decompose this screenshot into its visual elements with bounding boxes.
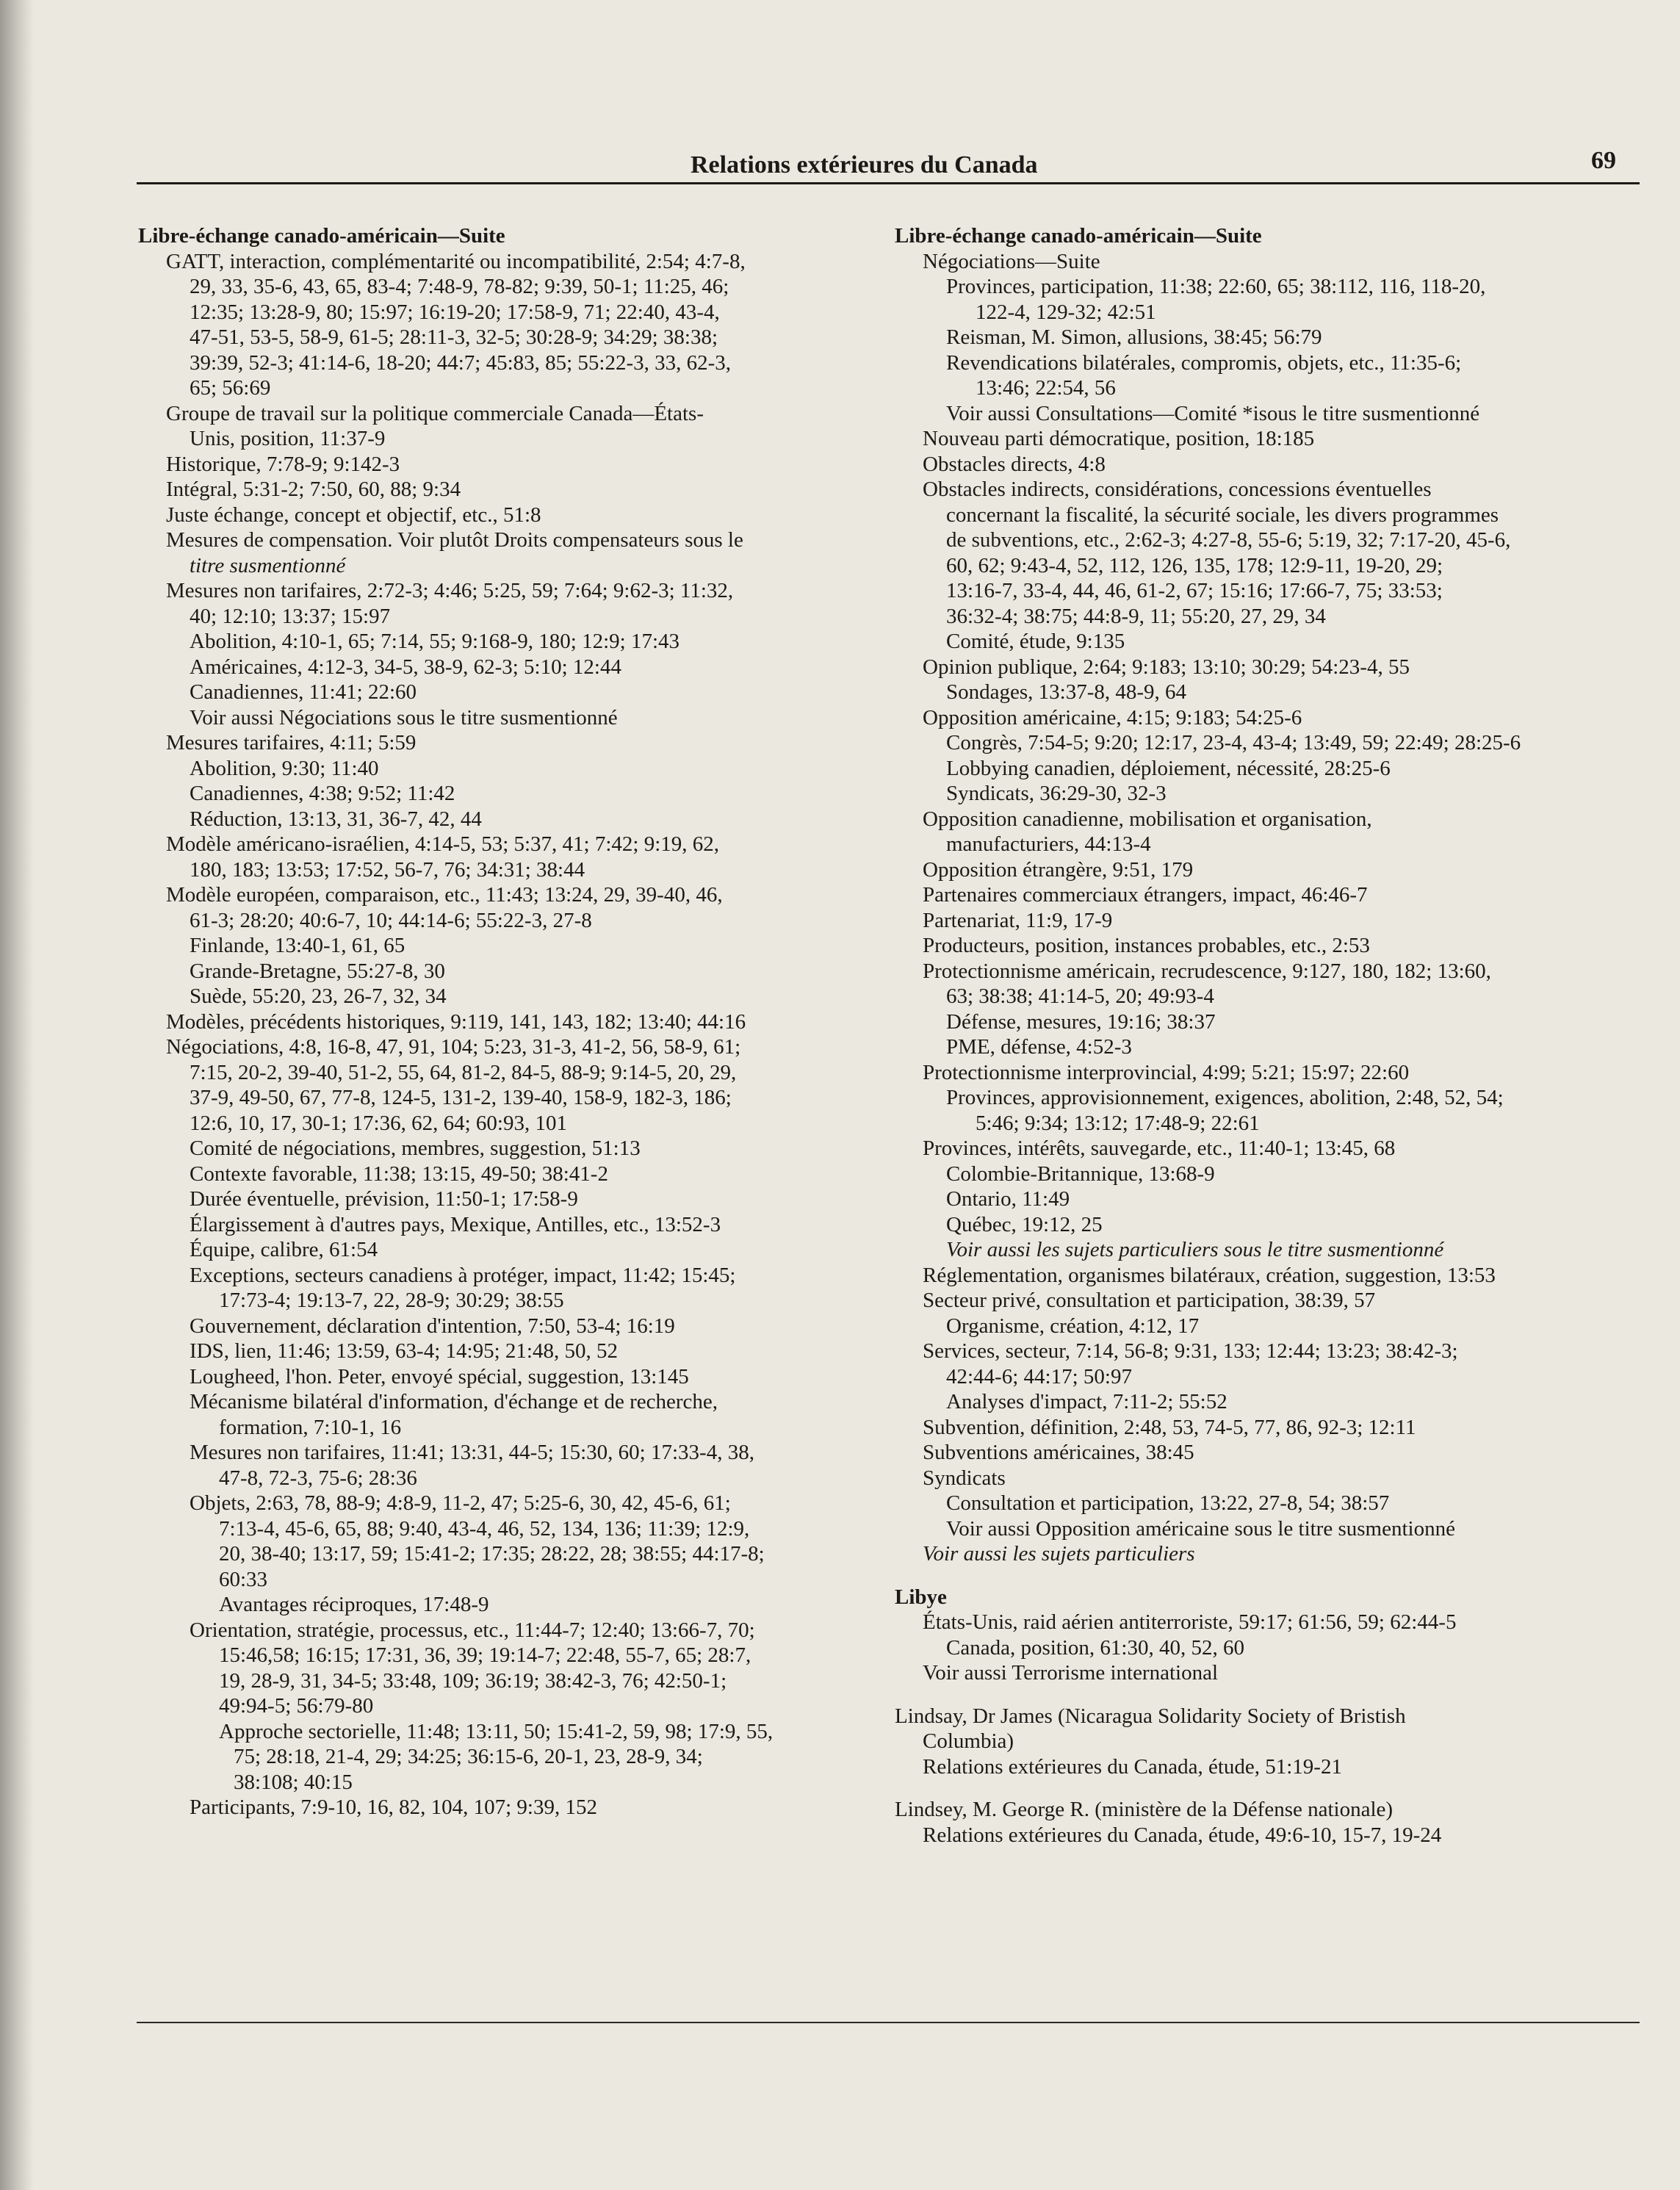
index-entry: Abolition, 9:30; 11:40 bbox=[190, 756, 379, 780]
index-entry: titre susmentionné bbox=[190, 553, 346, 577]
index-entry: Unis, position, 11:37-9 bbox=[190, 427, 386, 450]
index-entry: Nouveau parti démocratique, position, 18:185 bbox=[923, 427, 1315, 450]
index-entry: Mesures non tarifaires, 11:41; 13:31, 44-5; 15:30, 60; 17:33-4, 38, bbox=[190, 1441, 754, 1464]
index-entry: Protectionnisme américain, recrudescence, 9:127, 180, 182; 13:60, bbox=[923, 959, 1491, 983]
index-entry: 15:46,58; 16:15; 17:31, 36, 39; 19:14-7; 22:48, 55-7, 65; 28:7, bbox=[219, 1643, 751, 1667]
index-entry: Secteur privé, consultation et participation, 38:39, 57 bbox=[923, 1289, 1376, 1312]
binding-gutter bbox=[0, 0, 34, 2190]
index-column-left bbox=[138, 223, 887, 1820]
index-entry: Lobbying canadien, déploiement, nécessité, 28:25-6 bbox=[946, 756, 1391, 780]
index-entry: 13:46; 22:54, 56 bbox=[976, 376, 1116, 400]
index-entry: Canada, position, 61:30, 40, 52, 60 bbox=[946, 1635, 1244, 1660]
index-entry: Réglementation, organismes bilatéraux, création, suggestion, 13:53 bbox=[923, 1263, 1496, 1287]
index-entry: Consultation et participation, 13:22, 27-8, 54; 38:57 bbox=[946, 1491, 1390, 1515]
index-entry: Suède, 55:20, 23, 26-7, 32, 34 bbox=[190, 984, 447, 1008]
index-entry: 47-51, 53-5, 58-9, 61-5; 28:11-3, 32-5; 30:28-9; 34:29; 38:38; bbox=[190, 325, 718, 349]
index-entry: 13:16-7, 33-4, 44, 46, 61-2, 67; 15:16; 17:66-7, 75; 33:53; bbox=[946, 579, 1443, 602]
index-entry: Sondages, 13:37-8, 48-9, 64 bbox=[946, 680, 1187, 704]
index-entry: 63; 38:38; 41:14-5, 20; 49:93-4 bbox=[946, 984, 1214, 1008]
entry-gap bbox=[895, 1567, 1629, 1585]
index-entry: Syndicats bbox=[923, 1466, 1006, 1490]
index-entry: 60:33 bbox=[219, 1567, 268, 1591]
index-entry: Participants, 7:9-10, 16, 82, 104, 107; 9:39, 152 bbox=[190, 1795, 597, 1819]
index-entry: Exceptions, secteurs canadiens à protéger, impact, 11:42; 15:45; bbox=[190, 1263, 736, 1287]
index-entry: Contexte favorable, 11:38; 13:15, 49-50; 38:41-2 bbox=[190, 1161, 608, 1186]
index-entry: Abolition, 4:10-1, 65; 7:14, 55; 9:168-9, 180; 12:9; 17:43 bbox=[190, 630, 679, 653]
index-entry: Avantages réciproques, 17:48-9 bbox=[219, 1593, 489, 1616]
index-entry: 12:6, 10, 17, 30-1; 17:36, 62, 64; 60:93, 101 bbox=[190, 1111, 567, 1135]
index-entry: Orientation, stratégie, processus, etc., 11:44-7; 12:40; 13:66-7, 70; bbox=[190, 1618, 755, 1642]
index-entry: Gouvernement, déclaration d'intention, 7:50, 53-4; 16:19 bbox=[190, 1314, 675, 1338]
index-entry: Finlande, 13:40-1, 61, 65 bbox=[190, 934, 405, 957]
index-entry: Comité de négociations, membres, suggestion, 51:13 bbox=[190, 1137, 641, 1160]
index-entry: Canadiennes, 11:41; 22:60 bbox=[190, 680, 417, 704]
index-entry: Modèles, précédents historiques, 9:119, 141, 143, 182; 13:40; 44:16 bbox=[166, 1009, 746, 1034]
index-entry: Obstacles indirects, considérations, concessions éventuelles bbox=[923, 478, 1432, 501]
index-entry: 61-3; 28:20; 40:6-7, 10; 44:14-6; 55:22-3, 27-8 bbox=[190, 908, 592, 932]
index-entry: Objets, 2:63, 78, 88-9; 4:8-9, 11-2, 47; 5:25-6, 30, 42, 45-6, 61; bbox=[190, 1491, 731, 1515]
index-entry: Modèle américano-israélien, 4:14-5, 53; 5:37, 41; 7:42; 9:19, 62, bbox=[166, 832, 720, 856]
index-entry: Mécanisme bilatéral d'information, d'échange et de recherche, bbox=[190, 1390, 718, 1413]
entry-gap bbox=[895, 1779, 1629, 1797]
index-entry: Lougheed, l'hon. Peter, envoyé spécial, suggestion, 13:145 bbox=[190, 1364, 689, 1388]
index-entry: Voir aussi Terrorisme international bbox=[923, 1661, 1219, 1685]
index-entry: Historique, 7:78-9; 9:142-3 bbox=[166, 452, 400, 476]
index-entry: Provinces, participation, 11:38; 22:60, 65; 38:112, 116, 118-20, bbox=[946, 275, 1486, 298]
index-entry: 39:39, 52-3; 41:14-6, 18-20; 44:7; 45:83, 85; 55:22-3, 33, 62-3, bbox=[190, 350, 732, 375]
index-entry: de subventions, etc., 2:62-3; 4:27-8, 55-6; 5:19, 32; 7:17-20, 45-6, bbox=[946, 528, 1511, 552]
index-entry: Voir aussi Opposition américaine sous le titre susmentionné bbox=[946, 1516, 1455, 1541]
index-entry: Opposition américaine, 4:15; 9:183; 54:25-6 bbox=[923, 705, 1302, 730]
index-entry: manufacturiers, 44:13-4 bbox=[946, 832, 1151, 856]
index-column-right bbox=[895, 223, 1629, 1848]
index-entry: GATT, interaction, complémentarité ou incompatibilité, 2:54; 4:7-8, bbox=[166, 249, 746, 273]
index-entry: Négociations—Suite bbox=[923, 249, 1100, 273]
index-entry: Équipe, calibre, 61:54 bbox=[190, 1238, 378, 1261]
index-entry: Analyses d'impact, 7:11-2; 55:52 bbox=[946, 1390, 1227, 1413]
index-entry: Grande-Bretagne, 55:27-8, 30 bbox=[190, 959, 445, 983]
index-entry: 7:13-4, 45-6, 65, 88; 9:40, 43-4, 46, 52, 134, 136; 11:39; 12:9, bbox=[219, 1516, 750, 1541]
index-entry: Ontario, 11:49 bbox=[946, 1187, 1070, 1211]
index-entry: Canadiennes, 4:38; 9:52; 11:42 bbox=[190, 782, 455, 805]
index-entry: PME, défense, 4:52-3 bbox=[946, 1035, 1132, 1059]
index-entry: Opposition canadienne, mobilisation et organisation, bbox=[923, 807, 1372, 831]
index-entry: Élargissement à d'autres pays, Mexique, Antilles, etc., 13:52-3 bbox=[190, 1212, 721, 1236]
index-entry: 12:35; 13:28-9, 80; 15:97; 16:19-20; 17:58-9, 71; 22:40, 43-4, bbox=[190, 300, 720, 324]
index-entry: Partenaires commerciaux étrangers, impact, 46:46-7 bbox=[923, 883, 1368, 907]
index-heading: Lindsay, Dr James (Nicaragua Solidarity Society of Bristish bbox=[895, 1704, 1406, 1728]
index-entry: 7:15, 20-2, 39-40, 51-2, 55, 64, 81-2, 84-5, 88-9; 9:14-5, 20, 29, bbox=[190, 1060, 737, 1084]
index-entry: Réduction, 13:13, 31, 36-7, 42, 44 bbox=[190, 807, 482, 831]
index-entry: 19, 28-9, 31, 34-5; 33:48, 109; 36:19; 38:42-3, 76; 42:50-1; bbox=[219, 1668, 727, 1693]
index-entry: 122-4, 129-32; 42:51 bbox=[976, 300, 1156, 324]
index-entry: 20, 38-40; 13:17, 59; 15:41-2; 17:35; 28:22, 28; 38:55; 44:17-8; bbox=[219, 1542, 765, 1566]
index-entry: Provinces, intérêts, sauvegarde, etc., 11:40-1; 13:45, 68 bbox=[923, 1137, 1396, 1160]
index-entry: 5:46; 9:34; 13:12; 17:48-9; 22:61 bbox=[976, 1111, 1260, 1135]
index-entry: Négociations, 4:8, 16-8, 47, 91, 104; 5:23, 31-3, 41-2, 56, 58-9, 61; bbox=[166, 1035, 741, 1059]
index-entry: 75; 28:18, 21-4, 29; 34:25; 36:15-6, 20-1, 23, 28-9, 34; bbox=[234, 1745, 703, 1768]
index-entry: Voir aussi Négociations sous le titre susmentionné bbox=[190, 705, 618, 730]
index-entry: Revendications bilatérales, compromis, objets, etc., 11:35-6; bbox=[946, 350, 1462, 375]
index-entry: 49:94-5; 56:79-80 bbox=[219, 1694, 374, 1718]
index-entry: Subvention, définition, 2:48, 53, 74-5, 77, 86, 92-3; 12:11 bbox=[923, 1415, 1416, 1439]
index-entry: États-Unis, raid aérien antiterroriste, 59:17; 61:56, 59; 62:44-5 bbox=[923, 1610, 1457, 1634]
index-entry: 37-9, 49-50, 67, 77-8, 124-5, 131-2, 139-40, 158-9, 182-3, 186; bbox=[190, 1086, 732, 1109]
index-entry: Protectionnisme interprovincial, 4:99; 5:21; 15:97; 22:60 bbox=[923, 1060, 1410, 1084]
index-entry: Juste échange, concept et objectif, etc., 51:8 bbox=[166, 503, 541, 527]
index-entry: Columbia) bbox=[923, 1729, 1014, 1753]
footer-rule bbox=[137, 2022, 1640, 2023]
index-heading: Libye bbox=[895, 1585, 947, 1609]
index-entry: Opposition étrangère, 9:51, 179 bbox=[923, 857, 1194, 882]
index-entry: Provinces, approvisionnement, exigences, abolition, 2:48, 52, 54; bbox=[946, 1086, 1504, 1109]
index-entry: Voir aussi Consultations—Comité *isous le titre susmentionné bbox=[946, 401, 1480, 425]
index-entry: Reisman, M. Simon, allusions, 38:45; 56:79 bbox=[946, 325, 1322, 349]
index-entry: 17:73-4; 19:13-7, 22, 28-9; 30:29; 38:55 bbox=[219, 1289, 564, 1312]
index-entry: Syndicats, 36:29-30, 32-3 bbox=[946, 782, 1167, 805]
index-entry: 60, 62; 9:43-4, 52, 112, 126, 135, 178; 12:9-11, 19-20, 29; bbox=[946, 553, 1443, 577]
index-entry: Relations extérieures du Canada, étude, 49:6-10, 15-7, 19-24 bbox=[923, 1823, 1442, 1847]
index-entry: Mesures de compensation. Voir plutôt Droits compensateurs sous le bbox=[166, 528, 743, 552]
index-entry: 47-8, 72-3, 75-6; 28:36 bbox=[219, 1466, 417, 1490]
index-entry: Voir aussi les sujets particuliers bbox=[923, 1542, 1195, 1566]
index-entry: formation, 7:10-1, 16 bbox=[219, 1415, 402, 1439]
index-entry: Mesures tarifaires, 4:11; 5:59 bbox=[166, 731, 417, 754]
index-entry: concernant la fiscalité, la sécurité sociale, les divers programmes bbox=[946, 503, 1499, 527]
index-entry: Obstacles directs, 4:8 bbox=[923, 452, 1106, 476]
index-entry: 42:44-6; 44:17; 50:97 bbox=[946, 1364, 1132, 1388]
index-entry: Relations extérieures du Canada, étude, 51:19-21 bbox=[923, 1754, 1342, 1779]
header-rule bbox=[137, 182, 1640, 184]
index-heading: Libre-échange canado-américain—Suite bbox=[895, 224, 1262, 248]
index-entry: Québec, 19:12, 25 bbox=[946, 1212, 1103, 1236]
index-entry: Voir aussi les sujets particuliers sous le titre susmentionné bbox=[946, 1238, 1444, 1261]
index-entry: Approche sectorielle, 11:48; 13:11, 50; 15:41-2, 59, 98; 17:9, 55, bbox=[219, 1719, 774, 1743]
index-entry: Partenariat, 11:9, 17-9 bbox=[923, 908, 1113, 932]
index-entry: Intégral, 5:31-2; 7:50, 60, 88; 9:34 bbox=[166, 478, 461, 501]
index-entry: Américaines, 4:12-3, 34-5, 38-9, 62-3; 5:10; 12:44 bbox=[190, 655, 621, 679]
index-heading: Lindsey, M. George R. (ministère de la Défense nationale) bbox=[895, 1798, 1394, 1821]
index-heading: Libre-échange canado-américain—Suite bbox=[138, 224, 505, 248]
index-entry: Groupe de travail sur la politique commerciale Canada—États- bbox=[166, 401, 704, 425]
index-entry: Organisme, création, 4:12, 17 bbox=[946, 1314, 1200, 1338]
index-entry: Subventions américaines, 38:45 bbox=[923, 1441, 1194, 1464]
index-entry: Modèle européen, comparaison, etc., 11:43; 13:24, 29, 39-40, 46, bbox=[166, 883, 723, 907]
index-entry: Durée éventuelle, prévision, 11:50-1; 17:58-9 bbox=[190, 1187, 578, 1211]
index-entry: IDS, lien, 11:46; 13:59, 63-4; 14:95; 21:48, 50, 52 bbox=[190, 1339, 618, 1363]
index-entry: Mesures non tarifaires, 2:72-3; 4:46; 5:25, 59; 7:64; 9:62-3; 11:32, bbox=[166, 579, 734, 602]
index-entry: Comité, étude, 9:135 bbox=[946, 630, 1125, 653]
entry-gap bbox=[895, 1686, 1629, 1704]
index-entry: Défense, mesures, 19:16; 38:37 bbox=[946, 1009, 1216, 1034]
index-entry: 38:108; 40:15 bbox=[234, 1770, 353, 1794]
index-entry: Services, secteur, 7:14, 56-8; 9:31, 133; 12:44; 13:23; 38:42-3; bbox=[923, 1339, 1458, 1363]
index-entry: Colombie-Britannique, 13:68-9 bbox=[946, 1161, 1215, 1186]
page-number: 69 bbox=[1591, 147, 1616, 174]
index-entry: 65; 56:69 bbox=[190, 376, 271, 400]
index-entry: Congrès, 7:54-5; 9:20; 12:17, 23-4, 43-4; 13:49, 59; 22:49; 28:25-6 bbox=[946, 731, 1521, 754]
index-entry: Opinion publique, 2:64; 9:183; 13:10; 30:29; 54:23-4, 55 bbox=[923, 655, 1410, 679]
index-entry: 29, 33, 35-6, 43, 65, 83-4; 7:48-9, 78-82; 9:39, 50-1; 11:25, 46; bbox=[190, 275, 729, 298]
index-entry: Producteurs, position, instances probables, etc., 2:53 bbox=[923, 934, 1370, 957]
index-entry: 36:32-4; 38:75; 44:8-9, 11; 55:20, 27, 29, 34 bbox=[946, 604, 1326, 628]
index-entry: 180, 183; 13:53; 17:52, 56-7, 76; 34:31; 38:44 bbox=[190, 857, 585, 882]
index-entry: 40; 12:10; 13:37; 15:97 bbox=[190, 604, 391, 628]
running-header: Relations extérieures du Canada bbox=[691, 151, 1038, 179]
